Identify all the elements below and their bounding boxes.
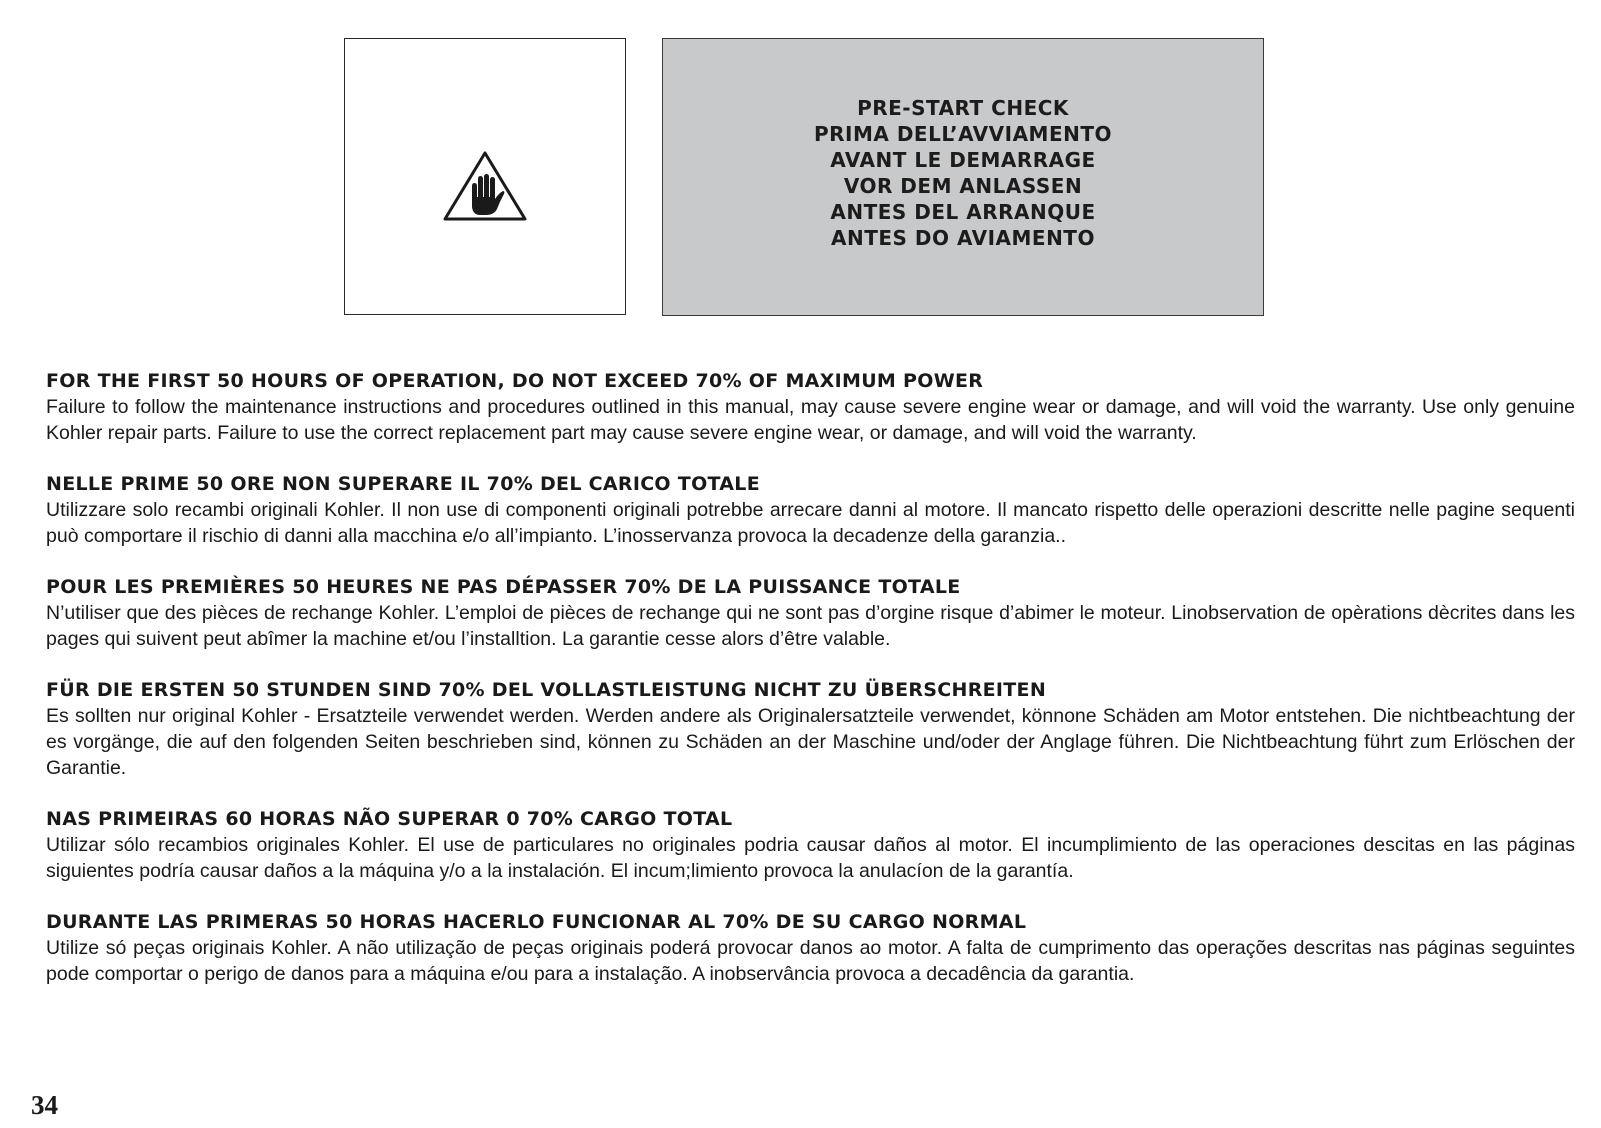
section-heading: POUR LES PREMIÈRES 50 HEURES NE PAS DÉPASSER 70% DE LA PUISSANCE TOTALE	[46, 576, 961, 598]
pre-start-check-title-panel	[662, 38, 1264, 316]
section-german	[46, 677, 1575, 781]
stop-hand-warning-icon	[442, 149, 528, 223]
section-english	[46, 368, 1575, 446]
title-portuguese: ANTES DO AVIAMENTO	[831, 226, 1095, 250]
title-german: VOR DEM ANLASSEN	[843, 174, 1083, 198]
section-body: N’utiliser que des pièces de rechange Kohler. L’emploi de pièces de rechange qui ne sont pas d’orgine risque d’abimer le moteur. Linobservation de opèrations dècrites dans les pages qui suivent peut abîmer la machine et/ou l’installtion. La garantie cesse alors d’être valable.	[46, 602, 1575, 650]
section-heading: DURANTE LAS PRIMERAS 50 HORAS HACERLO FUNCIONAR AL 70% DE SU CARGO NORMAL	[46, 911, 1027, 933]
section-spanish-portuguese	[46, 806, 1575, 884]
warning-icon-panel	[344, 38, 626, 315]
warnings-content	[46, 368, 1575, 1012]
section-heading: FÜR DIE ERSTEN 50 STUNDEN SIND 70% DEL VOLLASTLEISTUNG NICHT ZU ÜBERSCHREITEN	[46, 679, 1047, 701]
section-body: Utilizzare solo recambi originali Kohler. Il non use di componenti originali potrebbe arrecare danni al motore. Il mancato rispetto delle operazioni descritte nelle pagine sequenti può comportare il rischio di danni alla macchina e/o all’impianto. L’inosservanza provoca la decadenze della garanzia..	[46, 499, 1575, 547]
section-body: Es sollten nur original Kohler - Ersatzteile verwendet werden. Werden andere als Originalersatzteile verwendet, könnone Schäden am Motor entstehen. Die nichtbeachtung der es vorgänge, die auf den folgenden Seiten beschrieben sind, können zu Schäden an der Maschine und/oder der Anglage führen. Die Nichtbeachtung führt zum Erlöschen der Garantie.	[46, 705, 1575, 779]
title-english: PRE-START CHECK	[857, 96, 1069, 120]
section-french	[46, 574, 1575, 652]
section-heading: NAS PRIMEIRAS 60 HORAS NÃO SUPERAR 0 70% CARGO TOTAL	[46, 808, 733, 830]
section-heading: FOR THE FIRST 50 HOURS OF OPERATION, DO NOT EXCEED 70% OF MAXIMUM POWER	[46, 370, 984, 392]
section-italian	[46, 471, 1575, 549]
section-portuguese-spanish	[46, 909, 1575, 987]
section-heading: NELLE PRIME 50 ORE NON SUPERARE IL 70% DEL CARICO TOTALE	[46, 473, 760, 495]
title-italian: PRIMA DELL’AVVIAMENTO	[813, 122, 1113, 146]
title-french: AVANT LE DEMARRAGE	[830, 148, 1096, 172]
title-spanish: ANTES DEL ARRANQUE	[830, 200, 1096, 224]
section-body: Failure to follow the maintenance instructions and procedures outlined in this manual, may cause severe engine wear or damage, and will void the warranty. Use only genuine Kohler repair parts. Failure to use the correct replacement part may cause severe engine wear, or damage, and will void the warranty.	[46, 396, 1575, 444]
page-number: 34	[31, 1090, 58, 1120]
section-body: Utilizar sólo recambios originales Kohler. El use de particulares no originales podria causar daños al motor. El incumplimiento de las operaciones descitas en las páginas siguientes podría causar daños a la máquina y/o a la instalación. El incum;limiento provoca la anulacíon de la garantía.	[46, 834, 1575, 882]
section-body: Utilize só peças originais Kohler. A não utilização de peças originais poderá provocar danos ao motor. A falta de cumprimento das operações descritas nas páginas seguintes pode comportar o perigo de danos para a máquina e/ou para a instalação. A inobservância provoca a decadência da garantia.	[46, 937, 1575, 985]
